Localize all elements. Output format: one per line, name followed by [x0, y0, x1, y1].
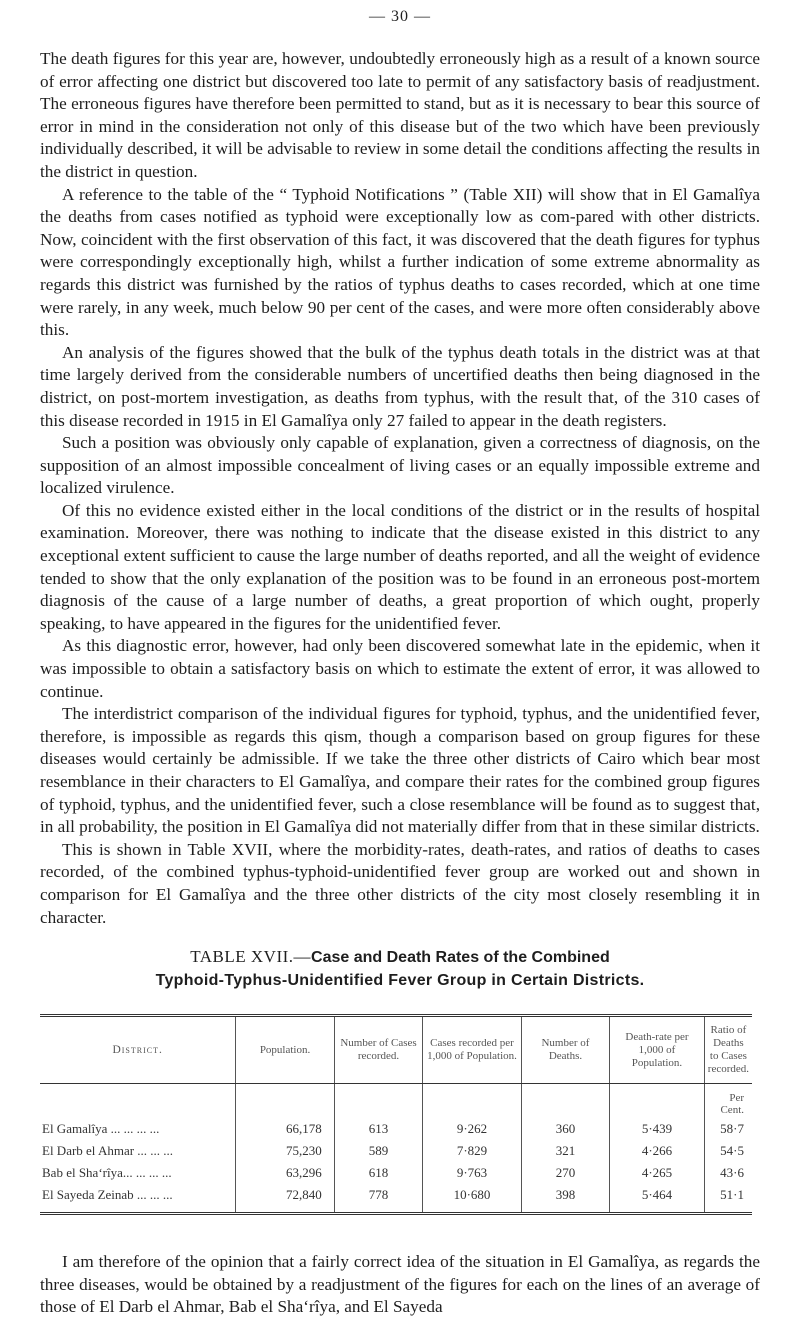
cell-deaths: 398 [521, 1184, 609, 1214]
cell-cases-rate: 7·829 [423, 1140, 521, 1162]
cell-cases-rate: 9·262 [423, 1118, 521, 1140]
table-caption-subtitle: Typhoid-Typhus-Unidentified Fever Group in Certain Districts. [155, 972, 645, 990]
paragraph-3: An analysis of the figures showed that the bulk of the typhus death totals in the district was at that time largely derived from the considerable numbers of uncertified deaths then being diagnosed in the district, on post-mortem investigation, as deaths from typhus, with the result that, of the 310 cases of this disease recorded in 1915 in El Gamalîya only 27 failed to appear in the death registers. [40, 342, 760, 430]
header-cases: Number of Cases recorded. [334, 1016, 423, 1084]
table-caption-lead: TABLE XVII.— [190, 947, 312, 967]
cell-deaths: 321 [521, 1140, 609, 1162]
cell-cases: 618 [334, 1162, 423, 1184]
header-death-rate: Death-rate per 1,000 of Population. [610, 1016, 705, 1084]
cell-population: 75,230 [236, 1140, 334, 1162]
cell-district: El Darb el Ahmar ... ... ... [40, 1140, 236, 1162]
cell-cases-rate: 9·763 [423, 1162, 521, 1184]
cell-death-rate: 5·439 [610, 1118, 705, 1140]
paragraph-2: A reference to the table of the “ Typhoid Notifications ” (Table XII) will show that in El Gamalîya the deaths from cases notified as typhoid were exceptionally low as com-pared with other districts. Now, coincident with the first observation of this fact, it was discovered that the death figures for typhus were correspondingly exceptionally high, whilst a further indication of some extreme abnormality as regards this district was furnished by the ratios of typhus deaths to cases recorded, which at one time were rarely, in any week, much below 90 per cent of the cases, and were more often considerably above this. [40, 184, 760, 340]
page-number: — 30 — [369, 8, 431, 25]
cell-death-rate: 4·266 [610, 1140, 705, 1162]
table-caption-title: Case and Death Rates of the Combined [311, 949, 610, 967]
table-caption [40, 945, 760, 992]
header-population: Population. [236, 1016, 334, 1084]
cell-population: 66,178 [236, 1118, 334, 1140]
table-row [40, 1162, 752, 1184]
closing-paragraph: I am therefore of the opinion that a fairly correct idea of the situation in El Gamalîya, as regards the three diseases, would be obtained by a readjustment of the figures for each on the lines of an average of those of El Darb el Ahmar, Bab el Sha‘rîya, and El Sayeda [40, 1252, 760, 1317]
table-header-row [40, 1016, 752, 1084]
cell-death-rate: 5·464 [610, 1184, 705, 1214]
document-page [40, 0, 760, 1319]
cell-ratio: 58·7 [720, 1121, 744, 1137]
unit-row [40, 1084, 752, 1119]
table-row [40, 1140, 752, 1162]
cell-population: 63,296 [236, 1162, 334, 1184]
cell-deaths: 270 [521, 1162, 609, 1184]
cell-population: 72,840 [236, 1184, 334, 1214]
rates-table [40, 1014, 752, 1215]
cell-district: El Sayeda Zeinab ... ... ... [40, 1184, 236, 1214]
cell-death-rate: 4·265 [610, 1162, 705, 1184]
cell-ratio: 54·5 [720, 1143, 744, 1159]
cell-deaths: 360 [521, 1118, 609, 1140]
paragraph-6: As this diagnostic error, however, had only been discovered somewhat late in the epidemic, when it was impossible to obtain a satisfactory basis on which to estimate the extent of error, it was allowed to continue. [40, 636, 760, 701]
cell-district: Bab el Sha‘rîya... ... ... ... [40, 1162, 236, 1184]
paragraph-5: Of this no evidence existed either in the local conditions of the district or in the results of hospital examination. Moreover, there was nothing to indicate that the disease existed in this district to any exceptional extent sufficient to cause the large number of deaths reported, and all the weight of evidence tended to show that the only explanation of the position was to be found in an erroneous post-mortem diagnosis of the cause of a large number of deaths, a great proportion of which ought, properly speaking, to have appeared in the figures for the unidentified fever. [40, 500, 760, 633]
header-cases-rate: Cases recorded per 1,000 of Population. [423, 1016, 521, 1084]
header-deaths: Number of Deaths. [521, 1016, 609, 1084]
cell-cases: 778 [334, 1184, 423, 1214]
header-ratio: Ratio of Deaths to Cases recorded. [704, 1016, 752, 1084]
cell-district: El Gamalîya ... ... ... ... [40, 1118, 236, 1140]
cell-ratio: 43·6 [720, 1165, 744, 1181]
cell-cases: 589 [334, 1140, 423, 1162]
cell-cases-rate: 10·680 [423, 1184, 521, 1214]
table-row [40, 1118, 752, 1140]
paragraph-8: This is shown in Table XVII, where the morbidity-rates, death-rates, and ratios of deaths to cases recorded, of the combined typhus-typhoid-unidentified fever group are worked out and shown in comparison for El Gamalîya and the three other districts of the city most closely resembling it in character. [40, 839, 760, 927]
paragraph-1: The death figures for this year are, however, undoubtedly erroneously high as a result of a known source of error affecting one district but discovered too late to permit of any satisfactory basis of readjustment. The erroneous figures have therefore been permitted to stand, but as it is necessary to bear this source of error in mind in the consideration not only of this disease but of the two which have been previously individually described, it will be advisable to review in some detail the conditions affecting the results in the district in question. [40, 49, 760, 181]
paragraph-7: The interdistrict comparison of the individual figures for typhoid, typhus, and the unidentified fever, therefore, is impossible as regards this qism, though a comparison based on group figures for these diseases would certainly be admissible. If we take the three other districts of Cairo which bear most resemblance in their characters to El Gamalîya, and compare their rates for the combined group figures of typhoid, typhus, and the unidentified fever, such a close resemblance will be found as to suggest that, in all probability, the position in El Gamalîya did not materially differ from that in these similar districts. [40, 704, 760, 837]
paragraph-4: Such a position was obviously only capable of explanation, given a correctness of diagnosis, on the supposition of an almost impossible concealment of living cases or an equally impossible extreme and localized virulence. [40, 433, 760, 498]
header-district: District. [40, 1016, 236, 1084]
cell-cases: 613 [334, 1118, 423, 1140]
table-row [40, 1184, 752, 1214]
cell-ratio: 51·1 [720, 1187, 744, 1203]
ratio-unit-label: Per Cent. [720, 1092, 744, 1117]
